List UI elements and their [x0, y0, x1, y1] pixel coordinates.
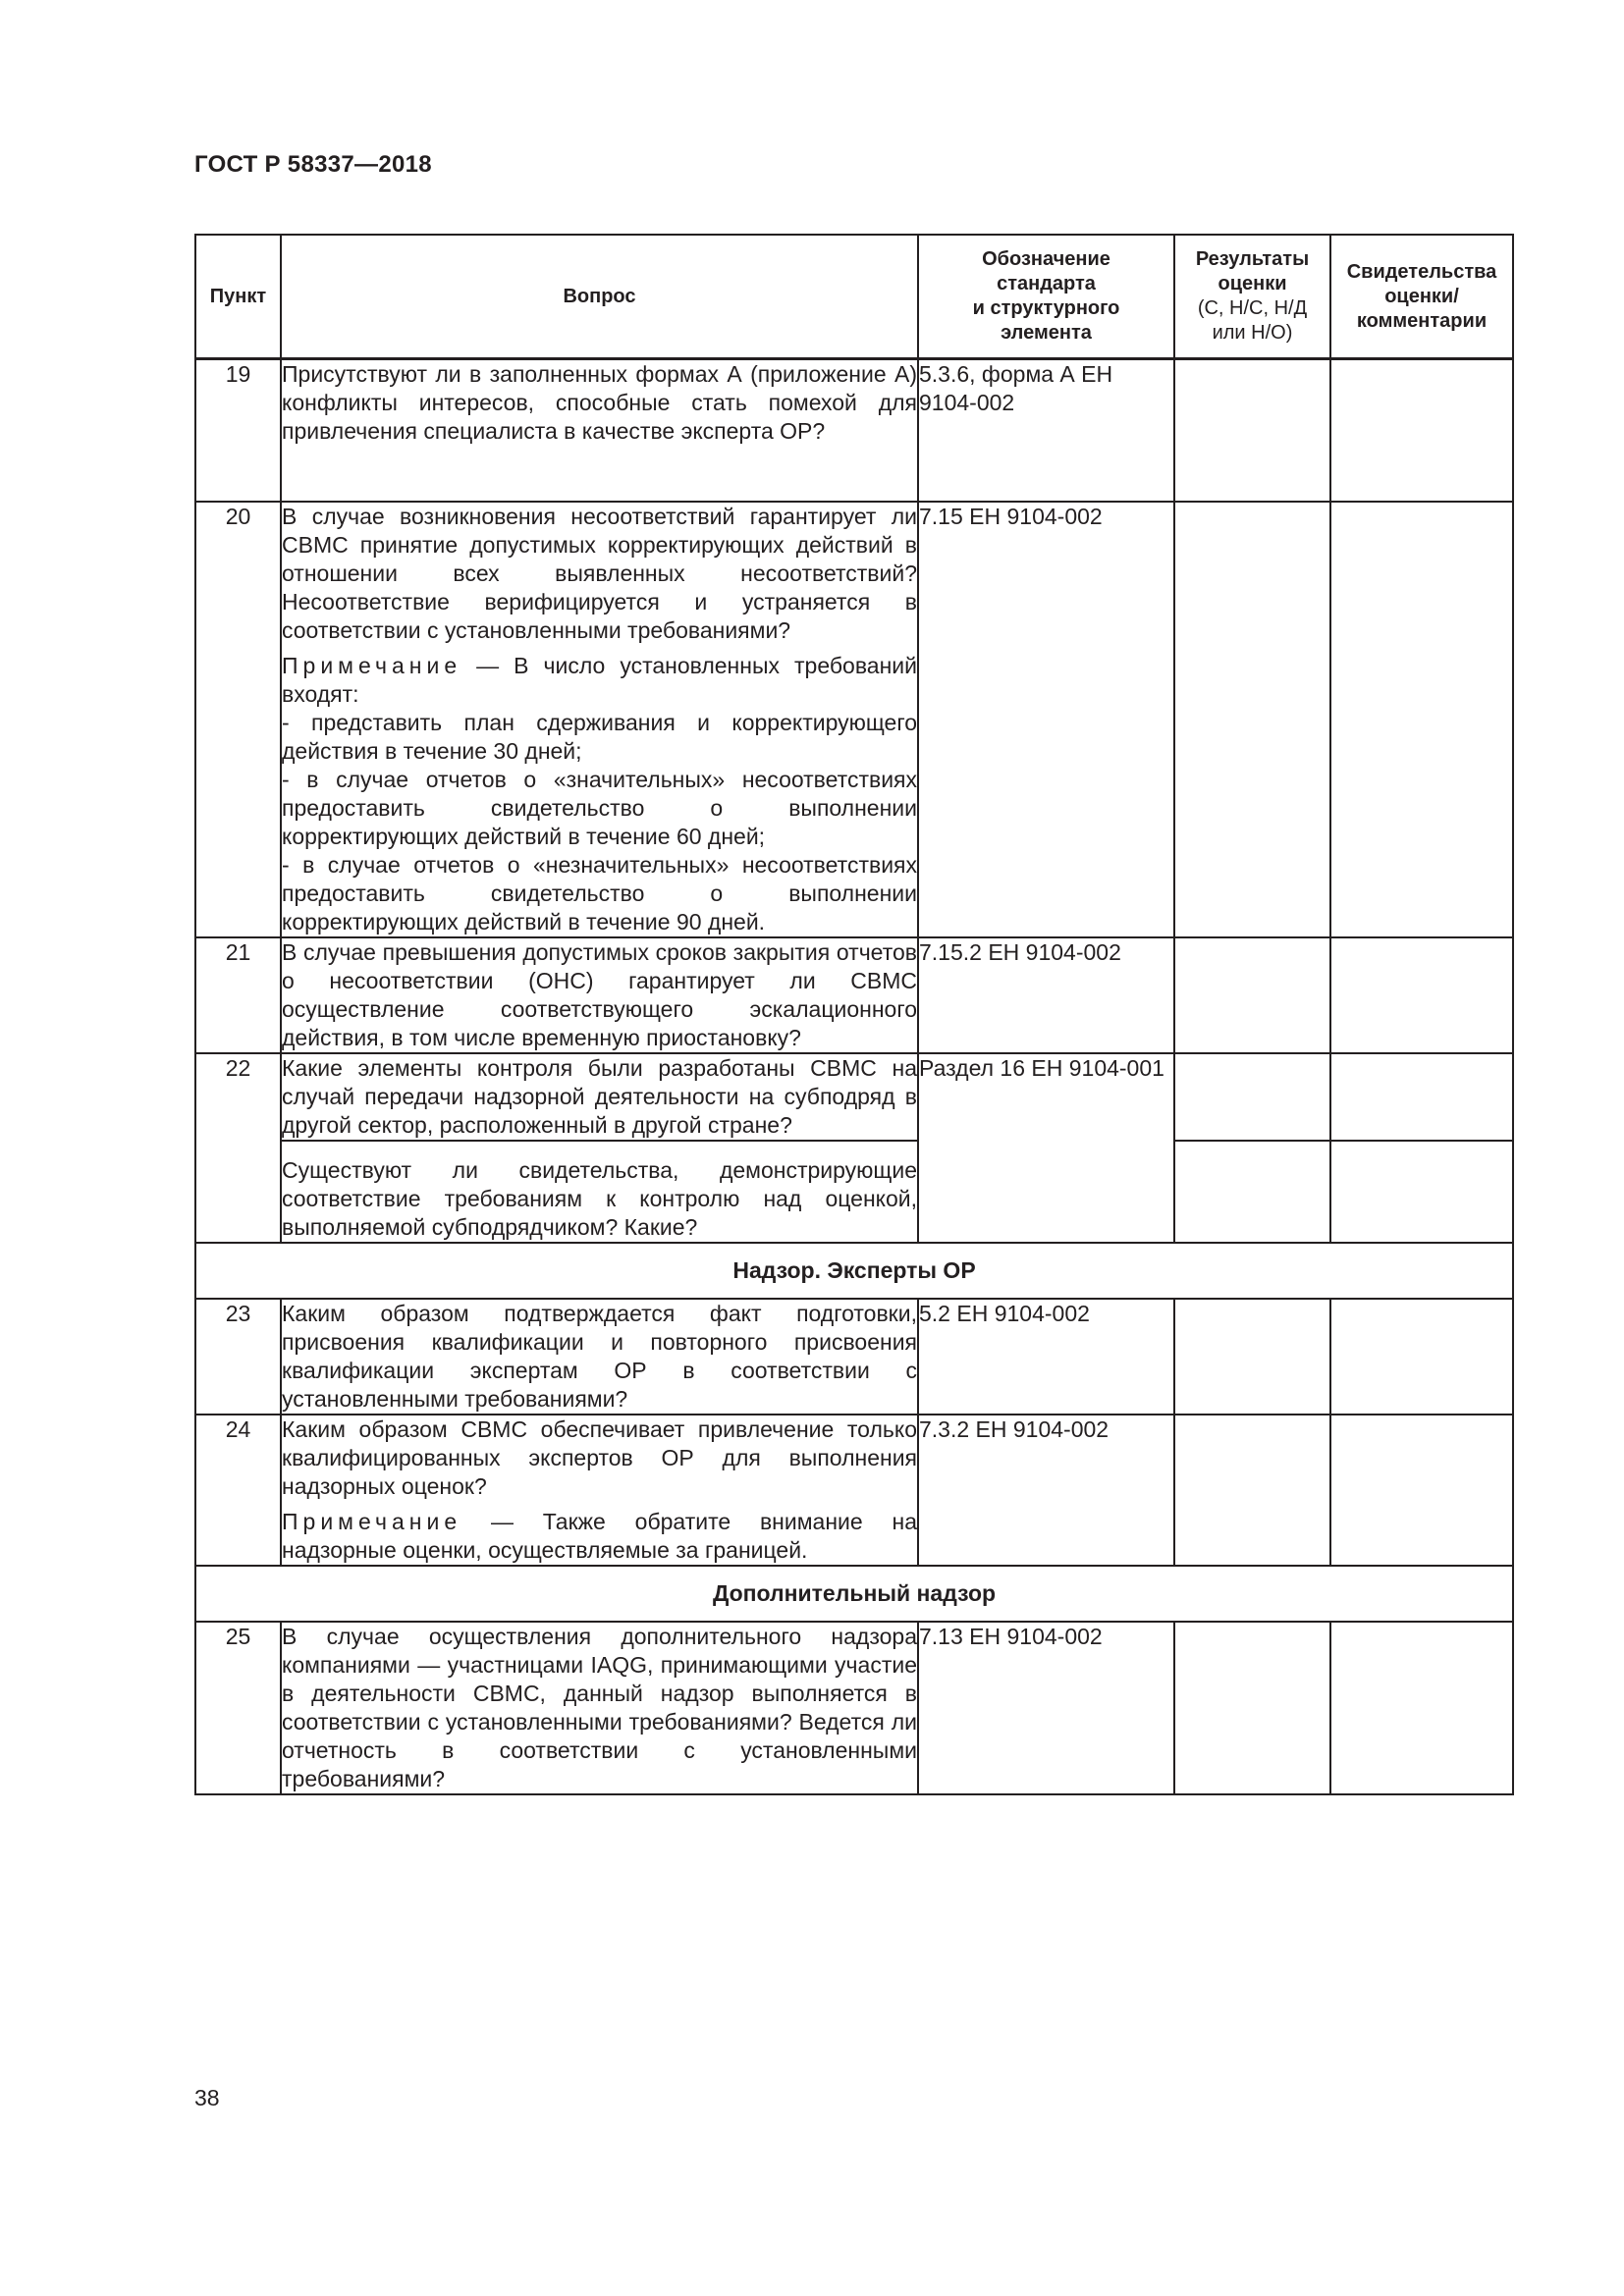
row-number: 23	[195, 1299, 281, 1415]
row-number: 25	[195, 1622, 281, 1794]
col-header-standard: Обозначение стандарта и структурного элемента	[918, 235, 1174, 359]
evidence-cell[interactable]	[1330, 1299, 1513, 1415]
col-header-evidence: Свидетельства оценки/ комментарии	[1330, 235, 1513, 359]
standard-ref: Раздел 16 ЕН 9104-001	[918, 1053, 1174, 1243]
checklist-table	[194, 234, 1514, 1795]
results-cell[interactable]	[1174, 502, 1330, 937]
note: Примечание — Также обратите внимание на надзорные оценки, осуществляемые за границей.	[282, 1508, 917, 1563]
results-cell[interactable]	[1174, 1299, 1330, 1415]
results-cell[interactable]	[1174, 937, 1330, 1053]
table-row	[195, 937, 1513, 1053]
evidence-cell[interactable]	[1330, 359, 1513, 502]
evidence-cell[interactable]	[1330, 1053, 1513, 1141]
results-cell[interactable]	[1174, 1053, 1330, 1141]
standard-ref: 5.3.6, форма А ЕН 9104-002	[918, 359, 1174, 502]
row-number: 21	[195, 937, 281, 1053]
section-row	[195, 1566, 1513, 1622]
row-number: 24	[195, 1415, 281, 1566]
standard-ref: 7.3.2 ЕН 9104-002	[918, 1415, 1174, 1566]
evidence-cell[interactable]	[1330, 1415, 1513, 1566]
table-row	[195, 1053, 1513, 1141]
standard-ref: 5.2 ЕН 9104-002	[918, 1299, 1174, 1415]
table-row	[195, 1415, 1513, 1566]
question-text: В случае возникновения несоответствий гарантирует ли СВМС принятие допустимых корректирующих действий в отношении всех выявленных несоответствий? Несоответствие верифицируется и устраняется в соответствии с установленными требованиями? Примечание — В число установленных требований входят: - представить план сдерживания и корректирующего действия в течение 30 дней; - в случае отчетов о «значительных» несоответствиях предоставить свидетельство о выполнении корректирующих действий в течение 60 дней; - в случае отчетов о «незначительных» несоответствиях предоставить свидетельство о выполнении корректирующих действий в течение 90 дней.	[281, 502, 918, 937]
section-title: Дополнительный надзор	[195, 1566, 1513, 1622]
question-text: Каким образом подтверждается факт подготовки, присвоения квалификации и повторного присвоения квалификации экспертам ОР в соответствии с установленными требованиями?	[281, 1299, 918, 1415]
row-number: 20	[195, 502, 281, 937]
table-header-row	[195, 235, 1513, 359]
standard-ref: 7.15.2 ЕН 9104-002	[918, 937, 1174, 1053]
question-text: Какие элементы контроля были разработаны СВМС на случай передачи надзорной деятельности на субподряд в другой сектор, расположенный в другой стране?	[281, 1053, 918, 1141]
results-cell[interactable]	[1174, 1622, 1330, 1794]
results-cell[interactable]	[1174, 359, 1330, 502]
evidence-cell[interactable]	[1330, 1622, 1513, 1794]
evidence-cell[interactable]	[1330, 1141, 1513, 1243]
note: Примечание — В число установленных требований входят:	[282, 652, 917, 707]
section-row	[195, 1243, 1513, 1299]
evidence-cell[interactable]	[1330, 502, 1513, 937]
results-cell[interactable]	[1174, 1415, 1330, 1566]
col-header-question: Вопрос	[281, 235, 918, 359]
question-text: Существуют ли свидетельства, демонстрирующие соответствие требованиям к контролю над оценкой, выполняемой субподрядчиком? Какие?	[281, 1141, 918, 1243]
table-row	[195, 1141, 1513, 1243]
document-header: ГОСТ Р 58337—2018	[194, 151, 432, 178]
question-text: В случае превышения допустимых сроков закрытия отчетов о несоответствии (ОНС) гарантирует ли СВМС осуществление соответствующего эскалационного действия, в том числе временную приостановку?	[281, 937, 918, 1053]
evidence-cell[interactable]	[1330, 937, 1513, 1053]
section-title: Надзор. Эксперты ОР	[195, 1243, 1513, 1299]
table-row	[195, 1299, 1513, 1415]
table-row	[195, 502, 1513, 937]
question-text: Присутствуют ли в заполненных формах А (приложение А) конфликты интересов, способные стать помехой для привлечения специалиста в качестве эксперта ОР?	[281, 359, 918, 502]
standard-ref: 7.15 ЕН 9104-002	[918, 502, 1174, 937]
row-number: 19	[195, 359, 281, 502]
results-cell[interactable]	[1174, 1141, 1330, 1243]
page-number: 38	[194, 2085, 220, 2110]
question-text: В случае осуществления дополнительного надзора компаниями — участницами IAQG, принимающими участие в деятельности СВМС, данный надзор выполняется в соответствии с установленными требованиями? Ведется ли отчетность в соответствии с установленными требованиями?	[281, 1622, 918, 1794]
col-header-results: Результаты оценки (С, Н/С, Н/Д или Н/О)	[1174, 235, 1330, 359]
table-row	[195, 1622, 1513, 1794]
question-text: Каким образом СВМС обеспечивает привлечение только квалифицированных экспертов ОР для выполнения надзорных оценок? Примечание — Также обратите внимание на надзорные оценки, осуществляемые за границей.	[281, 1415, 918, 1566]
row-number: 22	[195, 1053, 281, 1243]
col-header-num: Пункт	[195, 235, 281, 359]
standard-ref: 7.13 ЕН 9104-002	[918, 1622, 1174, 1794]
table-row	[195, 359, 1513, 502]
